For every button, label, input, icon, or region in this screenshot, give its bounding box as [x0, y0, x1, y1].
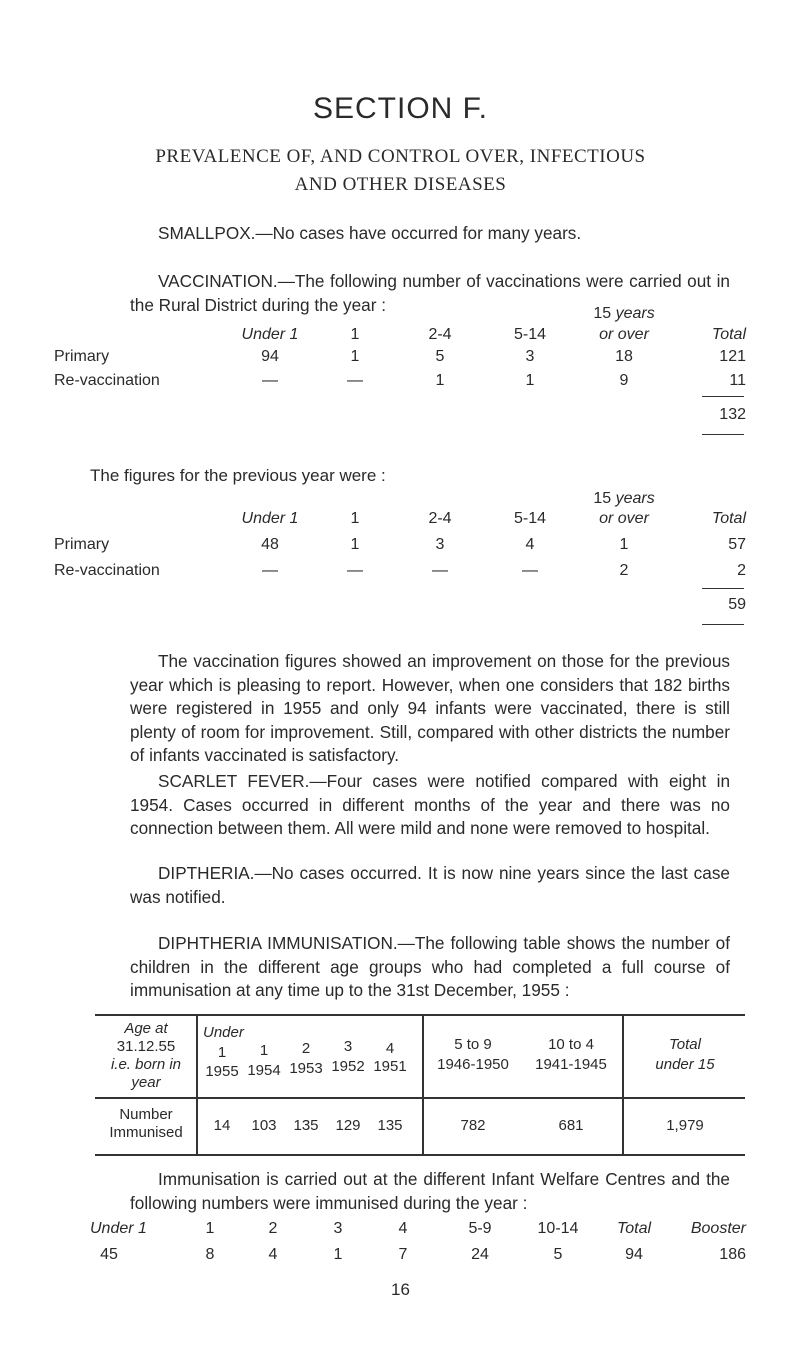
section-title: SECTION F. — [312, 92, 488, 125]
imm-head-age-line1: Age at — [124, 1020, 168, 1037]
imm-value-1-1954: 103 — [251, 1117, 277, 1134]
vaccination-commentary: The vaccination figures showed an improvement on those for the previous year which is pleasing to report. However, when one considers that 182 births were registered in 1955 and only 94 infants were vaccinated, there is still plenty of room for improvement. Still, compared with other districts the number of infants vaccinated is satisfactory. — [130, 651, 730, 765]
imm-head-total-line1: Total — [669, 1036, 701, 1053]
vac-prev-revac-under1: — — [262, 562, 278, 579]
vac-current-primary-2-4: 5 — [435, 348, 445, 365]
vac-current-primary-under1: 94 — [261, 348, 279, 365]
vac-current-head-5-14: 5-14 — [513, 326, 547, 343]
vac-current-row-revac-label: Re-vaccination — [54, 372, 160, 389]
centres-head-booster: Booster — [690, 1220, 746, 1237]
centres-head-under1: Under 1 — [90, 1220, 147, 1237]
imm-table-vline-1 — [196, 1014, 198, 1154]
immunisation-centres-paragraph: Immunisation is carried out at the different Infant Welfare Centres and the following numbers were immunised during the year : — [130, 1169, 730, 1213]
centres-value-10-14: 5 — [553, 1246, 563, 1263]
immunisation-heading: DIPHTHERIA IMMUNISATION. — [158, 933, 398, 953]
vac-current-primary-total: 121 — [719, 348, 746, 365]
vac-current-head-total: Total — [711, 326, 746, 343]
imm-value-under1-1955: 14 — [213, 1117, 231, 1134]
vac-prev-head-2-4: 2-4 — [428, 510, 452, 527]
vac-prev-head-5-14: 5-14 — [513, 510, 547, 527]
imm-head-under-age-1b: 1 — [259, 1042, 269, 1059]
vac-prev-revac-15plus: 2 — [619, 562, 629, 579]
page-number: 16 — [391, 1280, 410, 1299]
centres-value-booster: 186 — [719, 1246, 746, 1263]
imm-table-bottom-rule — [95, 1154, 745, 1156]
vac-current-primary-5-14: 3 — [525, 348, 535, 365]
centres-value-2: 4 — [268, 1246, 278, 1263]
vac-prev-total-rule-bottom — [702, 624, 744, 625]
scarlet-fever-heading: SCARLET FEVER. — [158, 771, 310, 791]
smallpox-heading: SMALLPOX. — [158, 223, 256, 243]
imm-head-under-age-3: 3 — [343, 1038, 353, 1055]
imm-value-4-1951: 135 — [377, 1117, 403, 1134]
vac-current-primary-15plus: 18 — [615, 348, 633, 365]
diptheria-text: —No cases occurred. It is now nine years since the last case was notified. — [130, 863, 730, 907]
centres-value-total: 94 — [625, 1246, 643, 1263]
vac-prev-revac-1: — — [347, 562, 363, 579]
centres-head-10-14: 10-14 — [537, 1220, 579, 1237]
vac-current-total-rule-top — [702, 396, 744, 397]
imm-table-mid-rule — [95, 1097, 745, 1099]
vac-prev-primary-2-4: 3 — [435, 536, 445, 553]
imm-head-under: Under — [203, 1024, 244, 1041]
imm-head-age-line4: year — [131, 1074, 161, 1091]
vac-current-revac-5-14: 1 — [525, 372, 535, 389]
imm-head-range2-years: 1941-1945 — [535, 1056, 607, 1073]
imm-value-2-1953: 135 — [293, 1117, 319, 1134]
centres-head-3: 3 — [333, 1220, 343, 1237]
immunisation-paragraph — [130, 932, 730, 1003]
centres-value-5-9: 24 — [471, 1246, 489, 1263]
diptheria-heading: DIPTHERIA. — [158, 863, 255, 883]
subtitle-line-2: AND OTHER DISEASES — [294, 174, 507, 195]
vac-prev-primary-total: 57 — [728, 536, 746, 553]
vac-prev-head-1: 1 — [350, 510, 360, 527]
vac-current-row-primary-label: Primary — [54, 348, 110, 365]
diptheria-paragraph — [130, 862, 730, 909]
vac-current-revac-1: — — [347, 372, 363, 389]
immunisation-text: —The following table shows the number of children in the different age groups who had completed a full course of immunisation at any time up to the 31st December, 1955 : — [130, 933, 730, 1000]
imm-head-under-age-1a: 1 — [217, 1044, 227, 1061]
vac-prev-revac-5-14: — — [522, 562, 538, 579]
vac-current-revac-15plus: 9 — [619, 372, 629, 389]
imm-value-range1: 782 — [460, 1117, 486, 1134]
imm-head-year-1953: 1953 — [289, 1060, 323, 1077]
imm-head-year-1951: 1951 — [373, 1058, 407, 1075]
vac-prev-row-revac-label: Re-vaccination — [54, 562, 160, 579]
imm-head-under-age-2: 2 — [301, 1040, 311, 1057]
imm-head-total-line2: under 15 — [655, 1056, 715, 1073]
vac-current-head-1: 1 — [350, 326, 360, 343]
vac-prev-head-under1: Under 1 — [241, 510, 299, 527]
scarlet-fever-text: —Four cases were notified compared with eight in 1954. Cases occurred in different months of the year and there was no connection between them. All were mild and none were removed to hospital. — [130, 771, 730, 838]
centres-head-2: 2 — [268, 1220, 278, 1237]
vac-prev-revac-2-4: — — [432, 562, 448, 579]
centres-head-1: 1 — [205, 1220, 215, 1237]
vac-prev-primary-5-14: 4 — [525, 536, 535, 553]
smallpox-paragraph — [130, 222, 730, 246]
vac-prev-primary-1: 1 — [350, 536, 360, 553]
vac-prev-primary-under1: 48 — [261, 536, 279, 553]
imm-head-under-age-4: 4 — [385, 1040, 395, 1057]
centres-value-1: 8 — [205, 1246, 215, 1263]
centres-head-4: 4 — [398, 1220, 408, 1237]
imm-value-range2: 681 — [558, 1117, 584, 1134]
vac-current-primary-1: 1 — [350, 348, 360, 365]
imm-value-3-1952: 129 — [335, 1117, 361, 1134]
centres-value-3: 1 — [333, 1246, 343, 1263]
imm-head-year-1954: 1954 — [247, 1062, 281, 1079]
vac-prev-head-15years: 15 years — [593, 490, 655, 507]
imm-head-year-1955: 1955 — [205, 1063, 239, 1080]
vac-current-head-under1: Under 1 — [241, 326, 299, 343]
centres-value-4: 7 — [398, 1246, 408, 1263]
imm-head-age-line3: i.e. born in — [110, 1056, 182, 1073]
vac-current-total-rule-bottom — [702, 434, 744, 435]
vac-current-revac-under1: — — [262, 372, 278, 389]
imm-head-age-line2: 31.12.55 — [116, 1038, 176, 1055]
vaccination-intro: —The following number of vaccinations were carried out in the Rural District during the year : — [130, 271, 730, 315]
vac-current-revac-total: 11 — [729, 372, 746, 389]
imm-head-range1-years: 1946-1950 — [437, 1056, 509, 1073]
scarlet-fever-paragraph — [130, 770, 730, 841]
imm-row-label-line1: Number — [119, 1106, 173, 1123]
vaccination-heading: VACCINATION. — [158, 271, 278, 291]
vac-prev-revac-total: 2 — [737, 562, 746, 579]
centres-head-total: Total — [616, 1220, 652, 1237]
vac-prev-row-primary-label: Primary — [54, 536, 110, 553]
centres-head-5-9: 5-9 — [468, 1220, 492, 1237]
imm-head-range1-ages: 5 to 9 — [454, 1036, 492, 1053]
vac-prev-grand-total: 59 — [728, 596, 746, 613]
imm-head-year-1952: 1952 — [331, 1058, 365, 1075]
vac-current-grand-total: 132 — [719, 406, 746, 423]
vac-current-revac-2-4: 1 — [435, 372, 445, 389]
vac-prev-primary-15plus: 1 — [619, 536, 629, 553]
vac-prev-total-rule-top — [702, 588, 744, 589]
smallpox-text: —No cases have occurred for many years. — [255, 223, 582, 243]
vac-prev-head-or-over: or over — [599, 510, 649, 527]
vac-current-head-or-over: or over — [599, 326, 649, 343]
imm-row-label-line2: Immunised — [109, 1124, 183, 1141]
vac-previous-intro: The figures for the previous year were : — [90, 466, 386, 485]
subtitle-line-1: PREVALENCE OF, AND CONTROL OVER, INFECTIOUS — [155, 146, 646, 167]
vac-current-head-15years: 15 years — [593, 305, 655, 322]
imm-value-total: 1,979 — [666, 1117, 704, 1134]
vac-current-head-2-4: 2-4 — [428, 326, 452, 343]
vac-prev-head-total: Total — [711, 510, 746, 527]
imm-table-vline-3 — [622, 1014, 624, 1154]
imm-head-range2-ages: 10 to 4 — [548, 1036, 594, 1053]
imm-table-vline-2 — [422, 1014, 424, 1154]
centres-value-under1: 45 — [100, 1246, 118, 1263]
imm-table-top-rule — [95, 1014, 745, 1016]
